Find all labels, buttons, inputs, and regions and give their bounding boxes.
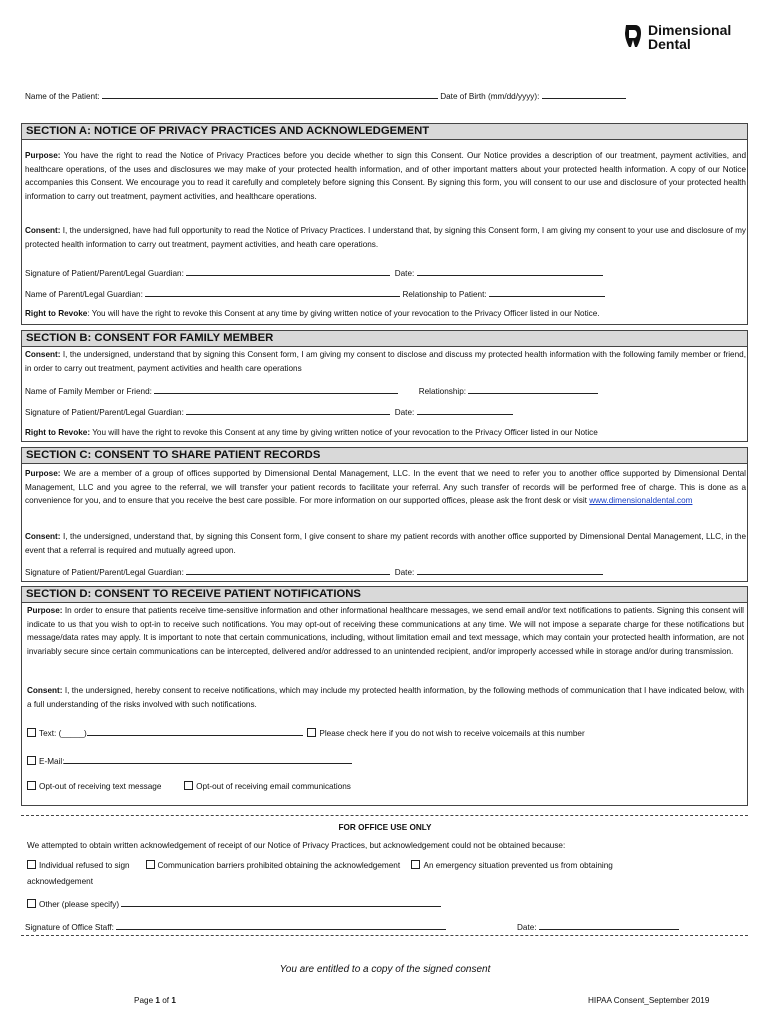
consent-text: I, the undersigned, hereby consent to receive notifications, which may include my protected health information, by the following methods of communication that I have indicated below, with a full understanding of the risks involved with such notifications. xyxy=(27,686,744,709)
section-c-consent xyxy=(25,530,746,557)
date-label: Date: xyxy=(394,269,415,278)
revoke-label: Right to Revoke xyxy=(25,309,88,318)
patient-name-row xyxy=(25,89,626,103)
section-a-purpose xyxy=(25,149,746,203)
staff-signature-row xyxy=(25,920,446,934)
signature-field[interactable] xyxy=(186,565,390,575)
website-link[interactable]: www.dimensionaldental.com xyxy=(589,496,693,506)
section-d-title: SECTION D: CONSENT TO RECEIVE PATIENT NOTIFICATIONS xyxy=(21,586,748,603)
page-current: 1 xyxy=(155,996,160,1005)
text-label: Text: (_____) xyxy=(39,729,87,738)
section-a-signature-row xyxy=(25,266,603,280)
other-checkbox[interactable] xyxy=(27,899,36,908)
date-field[interactable] xyxy=(417,565,603,575)
refused-checkbox[interactable] xyxy=(27,860,36,869)
page-number xyxy=(134,995,176,1007)
other-row xyxy=(27,897,441,911)
section-c-title: SECTION C: CONSENT TO SHARE PATIENT RECORDS xyxy=(21,447,748,464)
page-of: of xyxy=(162,996,170,1005)
page-prefix: Page xyxy=(134,996,154,1005)
section-c-purpose xyxy=(25,467,746,508)
purpose-text: We are a member of a group of offices supported by Dimensional Dental Management, LLC. In the event that we need to refer you to another office supported by Dimensional Dental Management, LLC and you agree to the referral, we will transfer your patient records to facilitate your referral. Any such transfer of records will be performed free of charge. This is done as a convenience for you, and to ensure that you receive the best care possible. For more information on our supported offices, please ask the front desk or visit xyxy=(25,469,746,506)
emergency-label-cont: acknowledgement xyxy=(27,877,93,886)
section-b-signature-row xyxy=(25,405,513,419)
copy-entitlement-note: You are entitled to a copy of the signed consent xyxy=(279,964,491,975)
consent-text: I, the undersigned, understand that, by signing this Consent form, I give consent to share my patient records with another office supported by Dimensional Dental Management, LLC, in the event that a referral is required and mutually agreed upon. xyxy=(25,532,746,555)
voicemail-checkbox[interactable] xyxy=(307,728,316,737)
staff-date-row xyxy=(517,920,679,934)
page-total: 1 xyxy=(171,996,176,1005)
consent-label: Consent: xyxy=(25,532,61,541)
staff-signature-label: Signature of Office Staff: xyxy=(25,923,114,932)
guardian-field[interactable] xyxy=(145,287,400,297)
revoke-label: Right to Revoke: xyxy=(25,428,91,437)
text-checkbox[interactable] xyxy=(27,728,36,737)
text-number-field[interactable] xyxy=(87,726,303,736)
date-label: Date: xyxy=(394,408,415,417)
staff-signature-field[interactable] xyxy=(116,920,446,930)
office-divider-bottom xyxy=(21,935,748,936)
office-divider-top xyxy=(21,815,748,816)
brand-logo xyxy=(624,22,744,52)
signature-field[interactable] xyxy=(186,405,390,415)
purpose-label: Purpose: xyxy=(27,606,63,615)
brand-name-line1: Dimensional xyxy=(648,22,732,38)
purpose-label: Purpose: xyxy=(25,469,61,478)
relationship-label: Relationship: xyxy=(418,387,467,396)
other-field[interactable] xyxy=(121,897,441,907)
barriers-label: Communication barriers prohibited obtaining the acknowledgement xyxy=(157,861,401,870)
signature-field[interactable] xyxy=(186,266,390,276)
signature-label: Signature of Patient/Parent/Legal Guardian: xyxy=(25,269,184,278)
purpose-label: Purpose: xyxy=(25,151,61,160)
date-label: Date: xyxy=(394,568,415,577)
office-options-row xyxy=(27,860,613,872)
patient-name-label: Name of the Patient: xyxy=(25,92,100,101)
consent-label: Consent: xyxy=(25,226,61,235)
opt-out-row xyxy=(27,781,351,793)
email-checkbox[interactable] xyxy=(27,756,36,765)
opt-out-text-label: Opt-out of receiving text message xyxy=(39,782,162,791)
email-opt-in-row xyxy=(27,754,352,768)
other-label: Other (please specify) xyxy=(39,900,120,909)
voicemail-label: Please check here if you do not wish to receive voicemails at this number xyxy=(319,729,585,738)
guardian-label: Name of Parent/Legal Guardian: xyxy=(25,290,143,299)
section-d-consent xyxy=(27,684,744,711)
section-b-consent xyxy=(25,348,746,375)
form-id: HIPAA Consent_September 2019 xyxy=(588,996,710,1005)
barriers-checkbox[interactable] xyxy=(146,860,155,869)
consent-label: Consent: xyxy=(27,686,63,695)
emergency-checkbox[interactable] xyxy=(411,860,420,869)
dob-field[interactable] xyxy=(542,89,626,99)
section-a-consent xyxy=(25,224,746,251)
signature-label: Signature of Patient/Parent/Legal Guardian: xyxy=(25,408,184,417)
office-title: FOR OFFICE USE ONLY xyxy=(338,823,432,832)
brand-name-line2: Dental xyxy=(648,36,691,52)
opt-out-email-label: Opt-out of receiving email communications xyxy=(196,782,351,791)
tooth-logo-icon xyxy=(624,24,642,48)
purpose-text: You have the right to read the Notice of Privacy Practices before you decide whether to sign this Consent. Our Notice provides a description of our treatment, payment activities, and healthcare operations, of the uses and disclosures we may make of your protected health information, and of other important matters about your protected health information. A copy of our Notice accompanies this Consent. We encourage you to read it carefully and completely before signing this Consent. By signing this form, you will consent to our use and disclosure of your protected health information to carry out treatment, payment activities, and healthcare operations. xyxy=(25,151,746,201)
opt-out-email-checkbox[interactable] xyxy=(184,781,193,790)
dob-label: Date of Birth (mm/dd/yyyy): xyxy=(440,92,540,101)
office-intro: We attempted to obtain written acknowledgement of receipt of our Notice of Privacy Practices, but acknowledgement could not be obtained because: xyxy=(27,841,566,850)
consent-text: I, the undersigned, understand that by signing this Consent form, I am giving my consent to disclose and discuss my protected health information with the following family member or friend, in order to carry out treatment, payment activities and health care operations xyxy=(25,350,746,373)
section-b-title: SECTION B: CONSENT FOR FAMILY MEMBER xyxy=(21,330,748,347)
section-a-guardian-row xyxy=(25,287,605,301)
section-b-family-row xyxy=(25,384,598,398)
section-a-revoke xyxy=(25,308,600,320)
section-a-title: SECTION A: NOTICE OF PRIVACY PRACTICES AND ACKNOWLEDGEMENT xyxy=(21,123,748,140)
revoke-text: : You will have the right to revoke this Consent at any time by giving written notice of your revocation to the Privacy Officer listed in our Notice. xyxy=(87,309,600,318)
section-c-signature-row xyxy=(25,565,603,579)
relationship-label: Relationship to Patient: xyxy=(402,290,487,299)
opt-out-text-checkbox[interactable] xyxy=(27,781,36,790)
section-b-revoke xyxy=(25,427,598,439)
relationship-field[interactable] xyxy=(468,384,598,394)
signature-label: Signature of Patient/Parent/Legal Guardian: xyxy=(25,568,184,577)
refused-label: Individual refused to sign xyxy=(39,861,130,870)
section-d-purpose xyxy=(27,604,744,658)
staff-date-field[interactable] xyxy=(539,920,679,930)
family-field[interactable] xyxy=(154,384,398,394)
consent-text: I, the undersigned, have had full opportunity to read the Notice of Privacy Practices. I understand that, by signing this Consent form, I am giving my consent to your use and disclosure of my protected health information to carry out treatment, payment activities, and heath care operations. xyxy=(25,226,746,249)
patient-name-field[interactable] xyxy=(102,89,438,99)
text-opt-in-row xyxy=(27,726,585,740)
date-field[interactable] xyxy=(417,405,513,415)
relationship-field[interactable] xyxy=(489,287,605,297)
date-field[interactable] xyxy=(417,266,603,276)
consent-label: Consent: xyxy=(25,350,61,359)
revoke-text: You will have the right to revoke this Consent at any time by giving written notice of your revocation to the Privacy Officer listed in our Notice xyxy=(90,428,598,437)
staff-date-label: Date: xyxy=(517,923,537,932)
email-label: E-Mail: xyxy=(39,757,65,766)
purpose-text: In order to ensure that patients receive time-sensitive information and other informational healthcare messages, we send email and/or text notifications to patients. Signing this consent will indicate to us that you wish to opt-in to receive such notifications. You may opt-out of receiving these communications at any time. We will not impose a separate charge for these notifications but message/data rates may apply. It is important to note that certain communications, including, without limitation email and text message, which may contain your protected health information, are not invariably secure since certain communications can be intercepted, delivered and/or addressed to an unintended recipient, and/or improperly accessed while in storage and/or during transmission. xyxy=(27,606,744,656)
email-field[interactable] xyxy=(64,754,352,764)
family-label: Name of Family Member or Friend: xyxy=(25,387,152,396)
emergency-label: An emergency situation prevented us from obtaining xyxy=(423,861,613,870)
